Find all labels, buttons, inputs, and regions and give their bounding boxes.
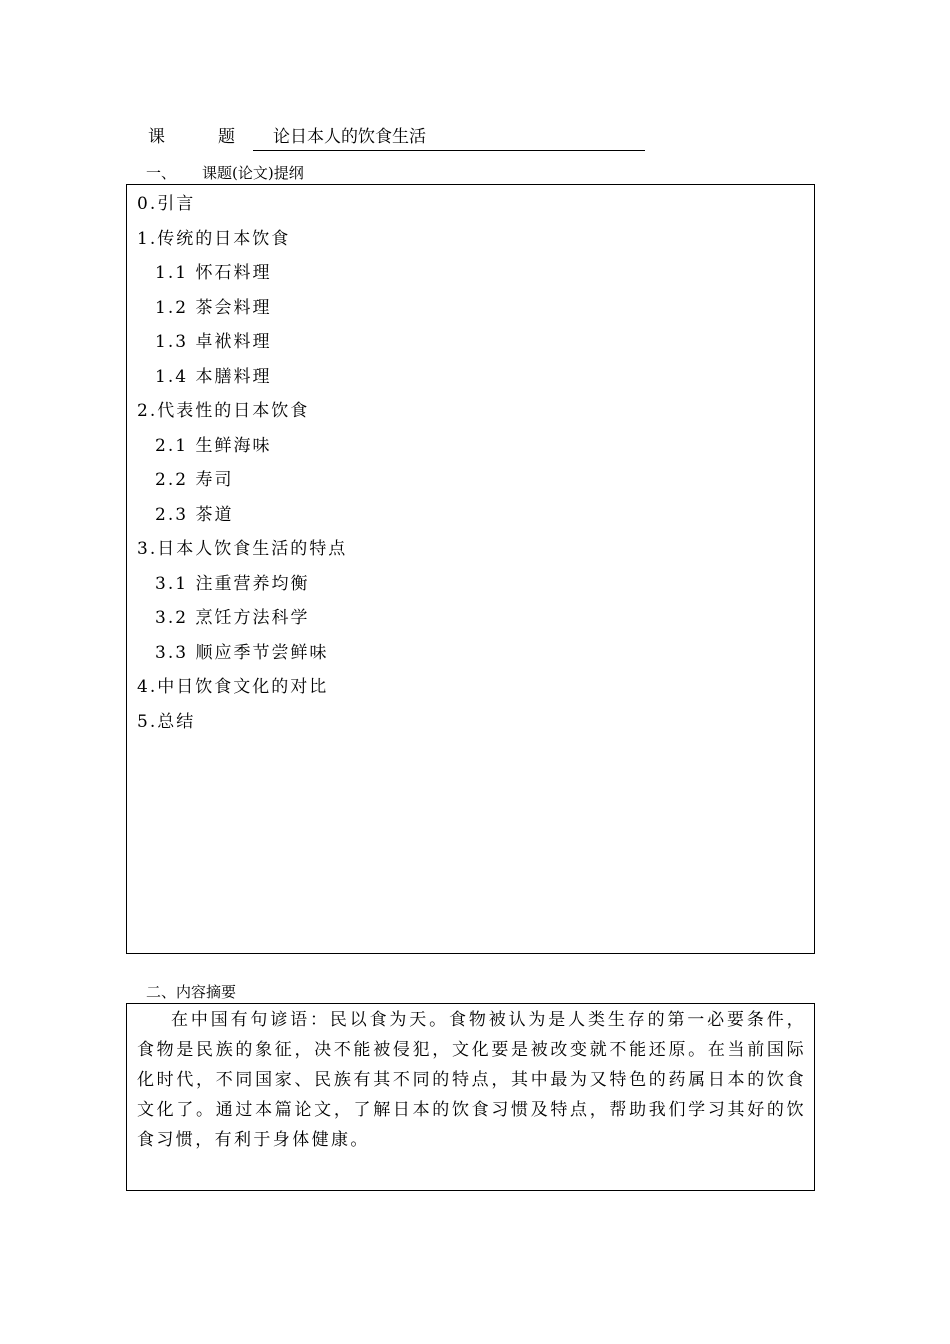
- outline-item: 2.2 寿司: [155, 470, 234, 490]
- outline-item: 3.1 注重营养均衡: [155, 573, 310, 594]
- outline-item: 4.中日饮食文化的对比: [137, 677, 329, 697]
- outline-box: [126, 184, 815, 954]
- outline-item: 2.1 生鲜海味: [155, 435, 272, 456]
- section1-title: 课题(论文)提纲: [202, 164, 304, 182]
- outline-list: [127, 185, 814, 741]
- outline-item: 3.日本人饮食生活的特点: [137, 539, 348, 559]
- outline-item: 1.4 本膳料理: [155, 366, 272, 387]
- section1-heading: [146, 163, 304, 183]
- outline-item: 5.总结: [137, 711, 196, 732]
- outline-item: 3.3 顺应季节尝鲜味: [155, 642, 329, 663]
- outline-item: 1.1 怀石料理: [155, 263, 272, 283]
- outline-item: 1.传统的日本饮食: [137, 228, 291, 249]
- outline-item: 1.3 卓袱料理: [155, 332, 272, 352]
- topic-row: [148, 124, 645, 151]
- section2-heading: 二、内容摘要: [146, 983, 237, 1001]
- abstract-text: 在中国有句谚语：民以食为天。食物被认为是人类生存的第一必要条件，食物是民族的象征，决不能被侵犯，文化要是被改变就不能还原。在当前国际化时代，不同国家、民族有其不同的特点，其中最为又特色的药属日本的饮食文化了。通过本篇论文，了解日本的饮食习惯及特点，帮助我们学习其好的饮食习惯，有利于身体健康。: [137, 1010, 806, 1150]
- topic-value: 论日本人的饮食生活: [253, 124, 645, 151]
- outline-item: 1.2 茶会料理: [155, 297, 272, 318]
- abstract-box: [126, 1003, 815, 1191]
- outline-item: 3.2 烹饪方法科学: [155, 608, 310, 628]
- section1-number: 一、: [146, 164, 177, 182]
- outline-item: 0.引言: [137, 194, 196, 214]
- outline-item: 2.代表性的日本饮食: [137, 401, 310, 421]
- outline-item: 2.3 茶道: [155, 504, 234, 525]
- topic-label: 课 题: [148, 127, 253, 147]
